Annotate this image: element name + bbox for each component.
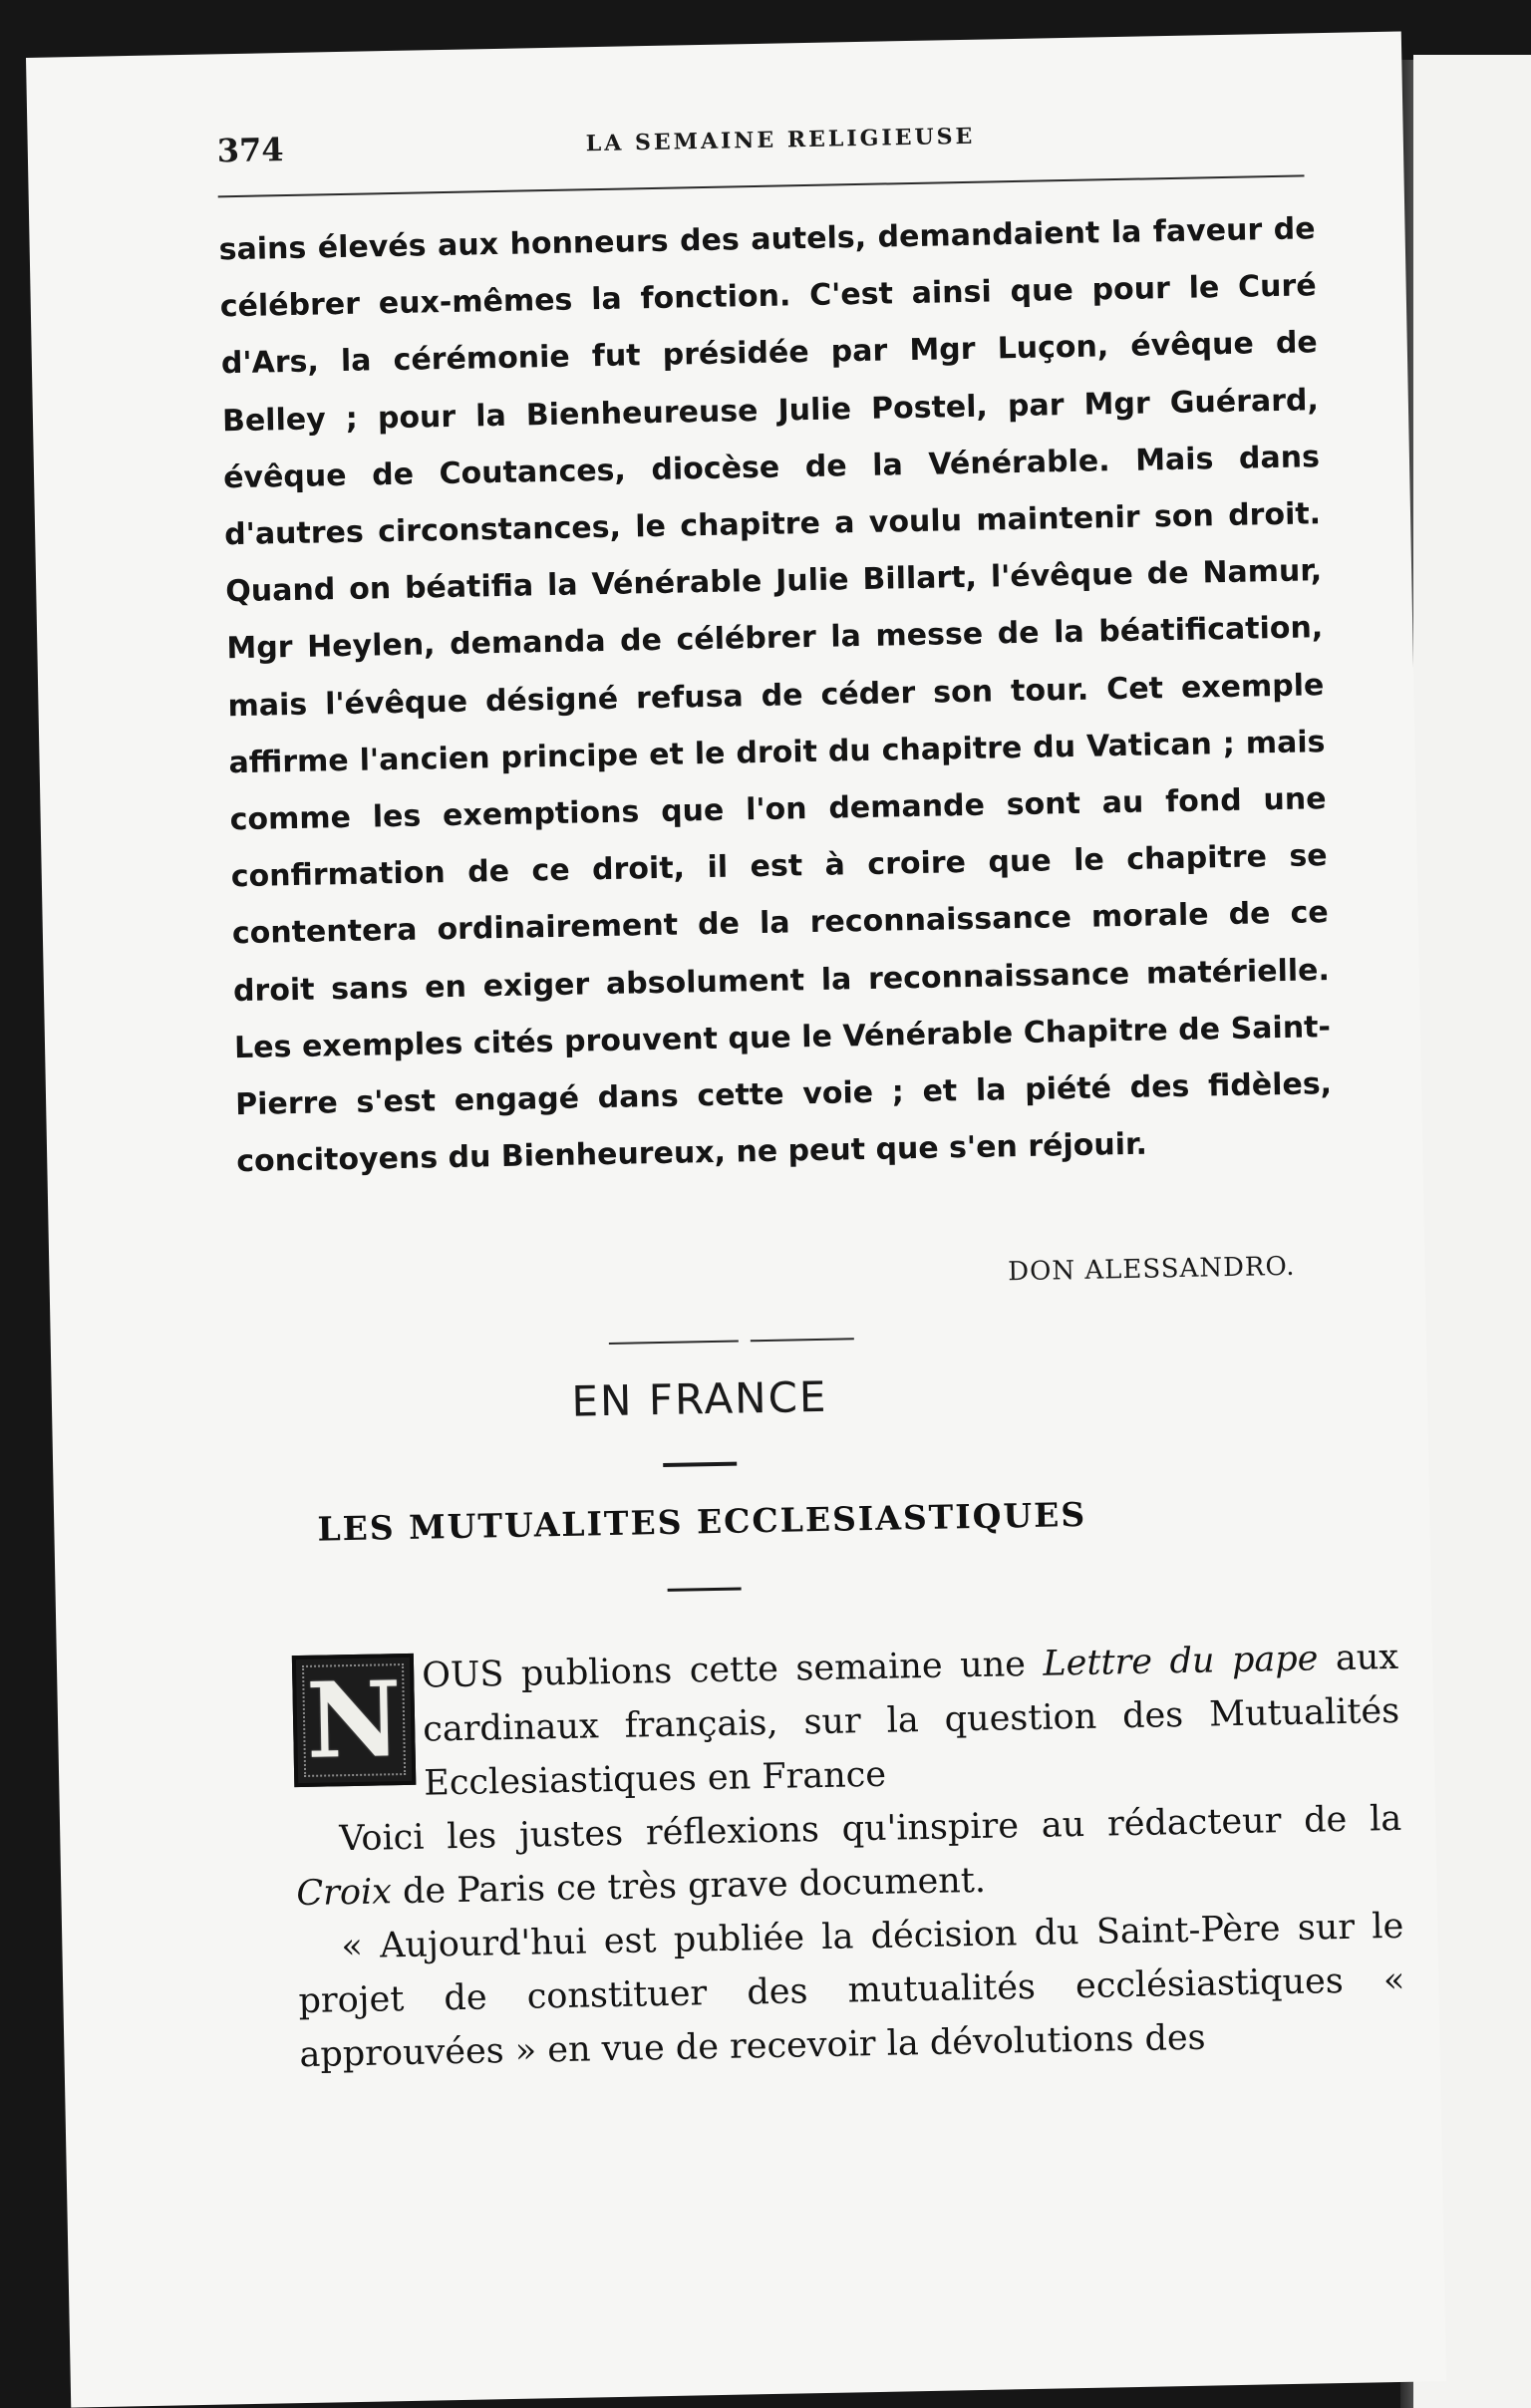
running-title: LA SEMAINE RELIGIEUSE <box>585 123 976 157</box>
body-paragraph <box>218 200 1333 1190</box>
book-page <box>26 32 1446 2408</box>
section-title: EN FRANCE <box>571 1371 828 1426</box>
page-number: 374 <box>216 131 284 170</box>
article-paragraph-1 <box>292 1631 1401 1813</box>
article-paragraph-3: « Aujourd'hui est publiée la décision du Saint-Père sur le projet de constituer des mutualités ecclésiastiques « approuvées » en vue de recevoir la dévolutions des <box>298 1906 1405 2076</box>
article-paragraph-2 <box>295 1792 1403 1921</box>
title-rule-top <box>663 1462 737 1467</box>
article-title: LES MUTUALITES ECCLESIASTIQUES <box>317 1494 1087 1549</box>
separator-rule-left <box>609 1341 739 1345</box>
title-rule-bottom <box>668 1588 742 1592</box>
p1-text-a: OUS publions cette semaine une <box>421 1644 1044 1696</box>
page-header <box>216 111 1314 181</box>
author-signature: DON ALESSANDRO. <box>1007 1251 1296 1288</box>
p1-italic: Lettre du pape <box>1043 1639 1319 1684</box>
paragraph-text: sains élevés aux honneurs des autels, demandaient la faveur de célébrer eux-mêmes la fonction. C'est ainsi que pour le Curé d'Ars, la cérémonie fut présidée par Mgr Luçon, évêque de Belley ; pour la Bienheureuse Julie Postel, par Mgr Guérard, évêque de Coutances, diocèse de la Vénérable. Mais dans d'autres circonstances, le chapitre a voulu maintenir son droit. Quand on béatifia la Vénérable Julie Billart, l'évêque de Namur, Mgr Heylen, demanda de célébrer la messe de la béatification, mais l'évêque désigné refusa de céder son tour. Cet exemple affirme l'ancien principe et le droit du chapitre du Vatican ; mais comme les exemptions que l'on demande sont au fond une confirmation de ce droit, il est à croire que le chapitre se contentera ordinairement de la reconnaissance morale de ce droit sans en exiger absolument la reconnaissance matérielle. Les exemples cités prouvent que le Vénérable Chapitre de Saint-Pierre s'est engagé dans cette voie ; et la piété des fidèles, concitoyens du Bienheureux, ne peut que s'en réjouir. <box>218 211 1333 1180</box>
article-body <box>292 1631 1406 2082</box>
p1-text-b: aux cardinaux français, sur la question des Mutualités Ecclesiastiques en France <box>422 1637 1400 1804</box>
separator-rule-right <box>751 1338 854 1342</box>
drop-cap-letter: N <box>305 1657 403 1782</box>
p2-text-b: de Paris ce très grave document. <box>391 1860 987 1913</box>
p2-text-a: Voici les justes réflexions qu'inspire au rédacteur de la <box>338 1798 1402 1860</box>
p2-italic: Croix <box>296 1872 393 1915</box>
